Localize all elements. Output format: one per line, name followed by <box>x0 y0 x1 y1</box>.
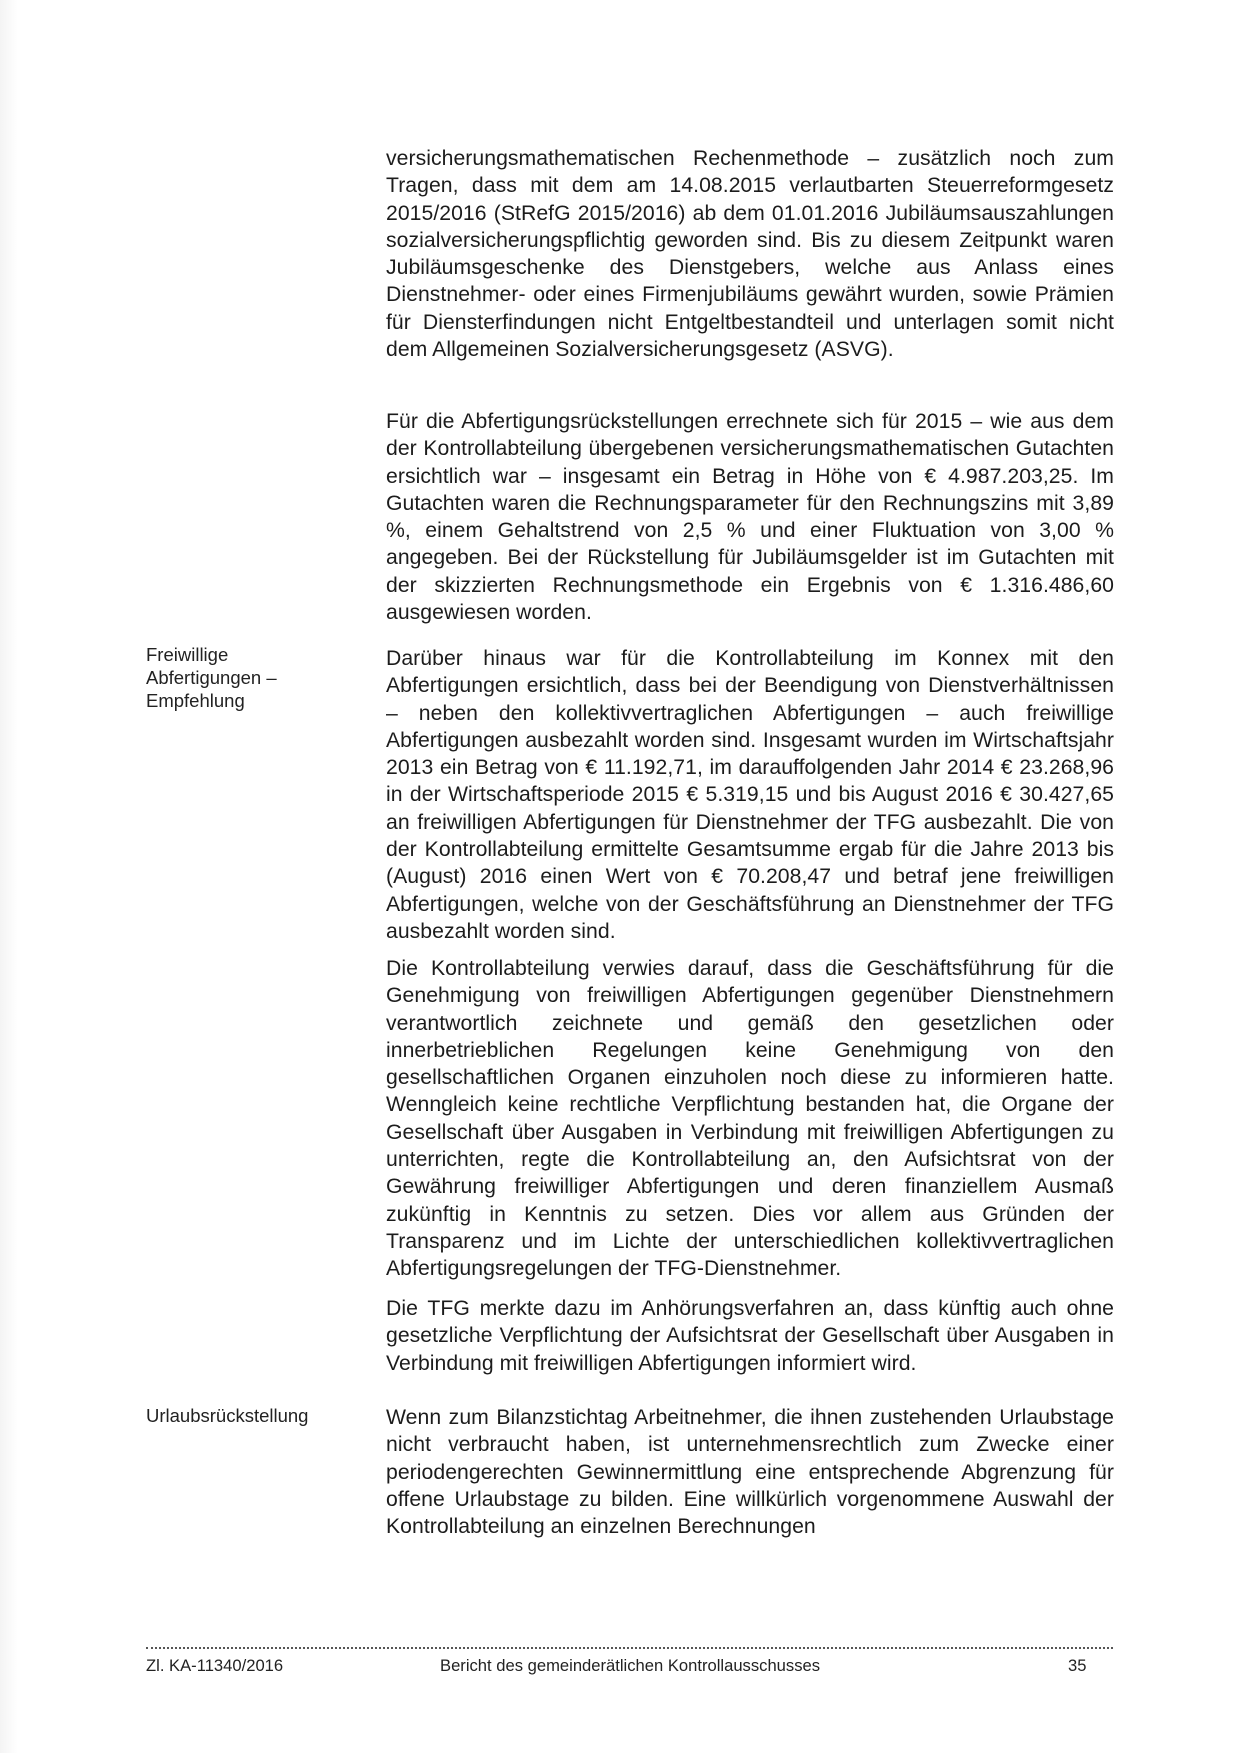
footer-title: Bericht des gemeinderätlichen Kontrollausschusses <box>440 1656 821 1675</box>
margin-note-line: Abfertigungen – <box>146 667 277 688</box>
footer-reference: Zl. KA-11340/2016 <box>146 1656 284 1675</box>
margin-note-freiwillige-abfertigungen <box>146 643 346 712</box>
paragraph-freiwillige-abfertigungen: Darüber hinaus war für die Kontrollabteilung im Konnex mit den Abfertigungen ersichtlich, dass bei der Beendigung von Dienstverhältnissen – neben den kollektivvertraglichen Abfertigungen – auch freiwillige Abfertigungen ausbezahlt worden sind. Insgesamt wurden im Wirtschaftsjahr 2013 ein Betrag von € 11.192,71, im darauffolgenden Jahr 2014 € 23.268,96 in der Wirtschaftsperiode 2015 € 5.319,15 und bis August 2016 € 30.427,65 an freiwilligen Abfertigungen für Dienstnehmer der TFG ausbezahlt. Die von der Kontrollabteilung ermittelte Gesamtsumme ergab für die Jahre 2013 bis (August) 2016 einen Wert von € 70.208,47 und betraf jene freiwilligen Abfertigungen, welche von der Geschäftsführung an Dienstnehmer der TFG ausbezahlt worden sind. <box>386 647 1114 943</box>
paragraph-tfg-stellungnahme: Die TFG merkte dazu im Anhörungsverfahren an, dass künftig auch ohne gesetzliche Verpflichtung der Aufsichtsrat der Gesellschaft über Ausgaben in Verbindung mit freiwilligen Abfertigungen informiert wird. <box>386 1297 1114 1375</box>
margin-note-line: Urlaubsrückstellung <box>146 1405 309 1426</box>
margin-note-line: Freiwillige <box>146 644 229 665</box>
paragraph-urlaubsrueckstellung: Wenn zum Bilanzstichtag Arbeitnehmer, die ihnen zustehenden Urlaubstage nicht verbraucht haben, ist unternehmensrechtlich zum Zwecke einer periodengerechten Gewinnermittlung eine entsprechende Abgrenzung für offene Urlaubstage zu bilden. Eine willkürlich vorgenommene Auswahl der Kontrollabteilung an einzelnen Berechnungen <box>386 1406 1114 1539</box>
margin-note-line: Empfehlung <box>146 690 245 711</box>
page-number: 35 <box>1068 1656 1087 1675</box>
paragraph-abfertigung-rueckstellung: Für die Abfertigungsrückstellungen errechnete sich für 2015 – wie aus dem der Kontrollabteilung übergebenen versicherungsmathematischen Gutachten ersichtlich war – insgesamt ein Betrag in Höhe von € 4.987.203,25. Im Gutachten waren die Rechnungsparameter für den Rechnungszins mit 3,89 %, einem Gehaltstrend von 2,5 % und einer Fluktuation von 3,00 % angegeben. Bei der Rückstellung für Jubiläumsgelder ist im Gutachten mit der skizzierten Rechnungsmethode ein Ergebnis von € 1.316.486,60 ausgewiesen worden. <box>386 410 1114 625</box>
margin-note-urlaubsrueckstellung <box>146 1404 346 1427</box>
paragraph-jubilaeum-tax: versicherungsmathematischen Rechenmethode – zusätzlich noch zum Tragen, dass mit dem am 14.08.2015 verlautbarten Steuerreformgesetz 2015/2016 (StRefG 2015/2016) ab dem 01.01.2016 Jubiläumsauszahlungen sozialversicherungspflichtig geworden sind. Bis zu diesem Zeitpunkt waren Jubiläumsgeschenke des Dienstgebers, welche aus Anlass eines Dienstnehmer- oder eines Firmenjubiläums gewährt wurden, sowie Prämien für Diensterfindungen nicht Entgeltbestandteil und unterlagen somit nicht dem Allgemeinen Sozialversicherungsgesetz (ASVG). <box>386 147 1114 362</box>
paragraph-empfehlung: Die Kontrollabteilung verwies darauf, dass die Geschäftsführung für die Genehmigung von freiwilligen Abfertigungen gegenüber Dienstnehmern verantwortlich zeichnete und gemäß den gesetzlichen oder innerbetrieblichen Regelungen keine Genehmigung von den gesellschaftlichen Organen einzuholen noch diese zu informieren hatte. Wenngleich keine rechtliche Verpflichtung bestanden hat, die Organe der Gesellschaft über Ausgaben in Verbindung mit freiwilligen Abfertigungen zu unterrichten, regte die Kontrollabteilung an, den Aufsichtsrat von der Gewährung freiwilliger Abfertigungen und deren finanziellem Ausmaß zukünftig in Kenntnis zu setzen. Dies vor allem aus Gründen der Transparenz und im Lichte der unterschiedlichen kollektivvertraglichen Abfertigungsregelungen der TFG-Dienstnehmer. <box>386 957 1114 1281</box>
footer-divider <box>146 1647 1113 1649</box>
